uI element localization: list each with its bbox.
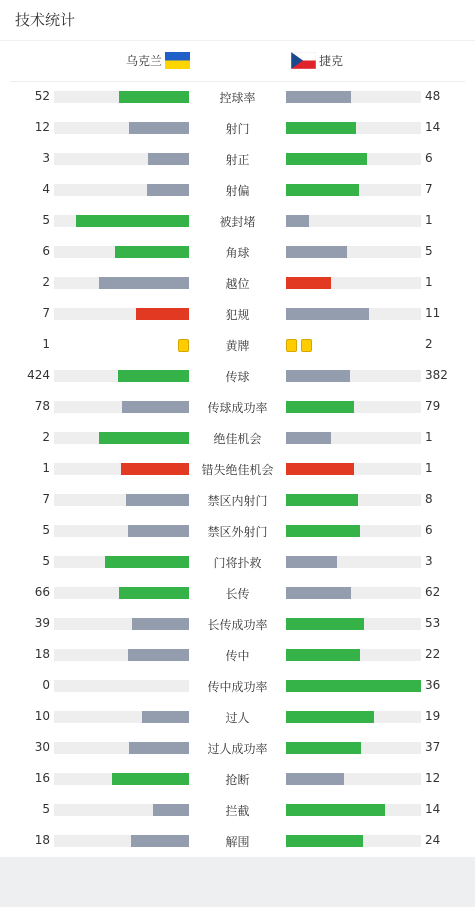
away-bar-track [286,308,421,320]
stat-row [0,454,475,485]
home-bar-track [54,494,189,506]
yellow-card-icon [178,339,189,352]
stat-label: 传中 [225,649,250,663]
home-bar [153,804,189,816]
home-value: 5 [42,213,50,227]
away-value: 24 [425,833,441,847]
home-value: 18 [34,647,50,661]
stat-row [0,113,475,144]
stat-row [0,206,475,237]
stat-label: 长传成功率 [207,618,268,632]
away-value: 19 [425,709,441,723]
home-bar-track [54,370,189,382]
home-bar-track [54,122,189,134]
home-bar-track [54,401,189,413]
czech-flag-icon [291,52,316,69]
home-value: 39 [34,616,50,630]
home-bar-track [54,432,189,444]
stat-label: 过人成功率 [207,742,268,756]
away-bar-track [286,91,421,103]
home-yellow-cards [178,339,189,352]
home-bar-track [54,680,189,692]
stat-row [0,609,475,640]
stat-label: 解围 [225,835,250,849]
page-title: 技术统计 [15,11,76,29]
away-bar [286,587,351,599]
away-bar-track [286,246,421,258]
stat-label: 黄牌 [225,339,250,353]
away-value: 37 [425,740,441,754]
away-value: 22 [425,647,441,661]
away-bar-track [286,184,421,196]
home-bar [121,463,189,475]
away-bar-track [286,401,421,413]
home-bar-track [54,835,189,847]
stat-label: 禁区内射门 [207,494,268,508]
home-bar [129,122,189,134]
away-bar [286,277,331,289]
away-bar [286,556,337,568]
home-value: 52 [34,89,50,103]
stat-label: 门将扑救 [213,556,262,570]
stat-label: 抢断 [225,773,250,787]
stat-row [0,485,475,516]
home-bar-track [54,804,189,816]
away-bar [286,649,360,661]
away-bar [286,370,350,382]
home-value: 66 [34,585,50,599]
home-bar [128,525,189,537]
home-bar [122,401,189,413]
home-bar-track [54,215,189,227]
home-bar [105,556,189,568]
home-value: 1 [42,337,50,351]
stat-label: 控球率 [219,91,256,105]
stat-label: 过人 [225,711,250,725]
stat-label: 绝佳机会 [213,432,262,446]
stat-label: 传中成功率 [207,680,268,694]
home-value: 1 [42,461,50,475]
away-bar-track [286,370,421,382]
home-value: 7 [42,306,50,320]
away-bar-track [286,680,421,692]
away-value: 79 [425,399,441,413]
home-value: 4 [42,182,50,196]
home-value: 30 [34,740,50,754]
home-value: 10 [34,709,50,723]
stat-label: 射门 [225,122,250,136]
stat-label: 拦截 [225,804,250,818]
home-value: 2 [42,430,50,444]
home-value: 0 [42,678,50,692]
stat-row [0,175,475,206]
home-bar-track [54,184,189,196]
home-value: 3 [42,151,50,165]
away-bar [286,401,354,413]
away-bar-track [286,153,421,165]
home-bar [128,649,189,661]
away-bar-track [286,835,421,847]
away-bar-track [286,711,421,723]
away-bar-track [286,122,421,134]
stat-row [0,671,475,702]
home-bar [147,184,189,196]
away-bar [286,711,374,723]
home-value: 12 [34,120,50,134]
away-bar-track [286,525,421,537]
home-bar [132,618,189,630]
away-value: 62 [425,585,441,599]
away-bar [286,432,331,444]
stat-row [0,795,475,826]
away-bar [286,494,358,506]
away-bar [286,184,359,196]
away-value: 14 [425,802,441,816]
home-bar [76,215,189,227]
stat-label: 长传 [225,587,250,601]
stat-label: 犯规 [225,308,250,322]
home-bar-track [54,556,189,568]
away-bar-track [286,463,421,475]
stat-row [0,82,475,113]
home-bar-track [54,308,189,320]
away-bar [286,804,385,816]
home-value: 424 [27,368,50,382]
home-bar [129,742,189,754]
stat-label: 射正 [225,153,250,167]
away-value: 1 [425,275,433,289]
away-bar [286,835,363,847]
home-bar-track [54,649,189,661]
home-value: 6 [42,244,50,258]
home-bar [99,277,189,289]
stat-label: 角球 [225,246,250,260]
home-bar [115,246,189,258]
stat-row [0,578,475,609]
away-bar [286,308,369,320]
away-team-name: 捷克 [319,54,344,68]
stat-row [0,547,475,578]
away-value: 36 [425,678,441,692]
away-bar [286,525,360,537]
yellow-card-icon [301,339,312,352]
home-value: 5 [42,802,50,816]
home-bar-track [54,153,189,165]
away-value: 2 [425,337,433,351]
home-bar-track [54,91,189,103]
away-value: 1 [425,430,433,444]
home-bar [119,587,189,599]
stat-label: 错失绝佳机会 [201,463,274,477]
away-value: 48 [425,89,441,103]
stat-row [0,299,475,330]
ukraine-flag-icon [165,52,190,69]
home-bar [142,711,189,723]
away-value: 8 [425,492,433,506]
home-bar [148,153,189,165]
stat-row [0,826,475,857]
stat-row [0,640,475,671]
home-bar-track [54,587,189,599]
home-value: 2 [42,275,50,289]
home-bar [99,432,189,444]
stat-row [0,268,475,299]
home-team[interactable] [126,52,190,69]
stat-row [0,702,475,733]
team-header [0,41,475,81]
home-bar-track [54,742,189,754]
away-value: 5 [425,244,433,258]
stat-label: 传球 [225,370,250,384]
away-bar [286,122,356,134]
away-bar [286,463,354,475]
stat-label: 传球成功率 [207,401,268,415]
home-bar [112,773,189,785]
away-bar-track [286,773,421,785]
home-bar-track [54,525,189,537]
away-yellow-cards [286,339,312,352]
away-bar-track [286,556,421,568]
away-bar [286,680,421,692]
away-bar [286,618,364,630]
away-value: 12 [425,771,441,785]
home-value: 7 [42,492,50,506]
away-bar [286,215,309,227]
home-value: 5 [42,523,50,537]
away-value: 6 [425,151,433,165]
away-bar-track [286,804,421,816]
home-bar [126,494,189,506]
away-value: 1 [425,213,433,227]
away-value: 7 [425,182,433,196]
away-bar [286,742,361,754]
stat-label: 被封堵 [219,215,256,229]
away-bar-track [286,215,421,227]
away-bar-track [286,649,421,661]
stat-row [0,392,475,423]
home-bar-track [54,618,189,630]
away-bar [286,246,347,258]
home-value: 5 [42,554,50,568]
stat-label: 射偏 [225,184,250,198]
home-team-name: 乌克兰 [125,54,162,68]
away-value: 3 [425,554,433,568]
home-bar-track [54,246,189,258]
stat-label: 禁区外射门 [207,525,268,539]
home-bar-track [54,711,189,723]
stat-row [0,423,475,454]
home-bar [118,370,189,382]
home-bar-track [54,463,189,475]
away-value: 14 [425,120,441,134]
yellow-card-icon [286,339,297,352]
away-value: 1 [425,461,433,475]
stat-row [0,764,475,795]
stat-row [0,237,475,268]
away-team[interactable] [291,52,343,69]
home-bar [119,91,189,103]
away-bar [286,773,344,785]
away-bar-track [286,432,421,444]
away-value: 382 [425,368,448,382]
home-value: 16 [34,771,50,785]
stat-row [0,330,475,361]
away-value: 6 [425,523,433,537]
page-footer-area [0,857,475,907]
stat-row [0,516,475,547]
away-bar-track [286,742,421,754]
stat-row [0,361,475,392]
home-bar-track [54,277,189,289]
home-value: 18 [34,833,50,847]
away-bar-track [286,618,421,630]
away-bar-track [286,277,421,289]
home-value: 78 [34,399,50,413]
away-value: 11 [425,306,441,320]
home-bar-track [54,773,189,785]
stat-row [0,144,475,175]
away-bar-track [286,494,421,506]
home-bar [131,835,189,847]
away-bar-track [286,587,421,599]
home-bar [136,308,189,320]
stat-label: 越位 [225,277,250,291]
away-value: 53 [425,616,441,630]
stat-row [0,733,475,764]
away-bar [286,153,367,165]
away-bar [286,91,351,103]
